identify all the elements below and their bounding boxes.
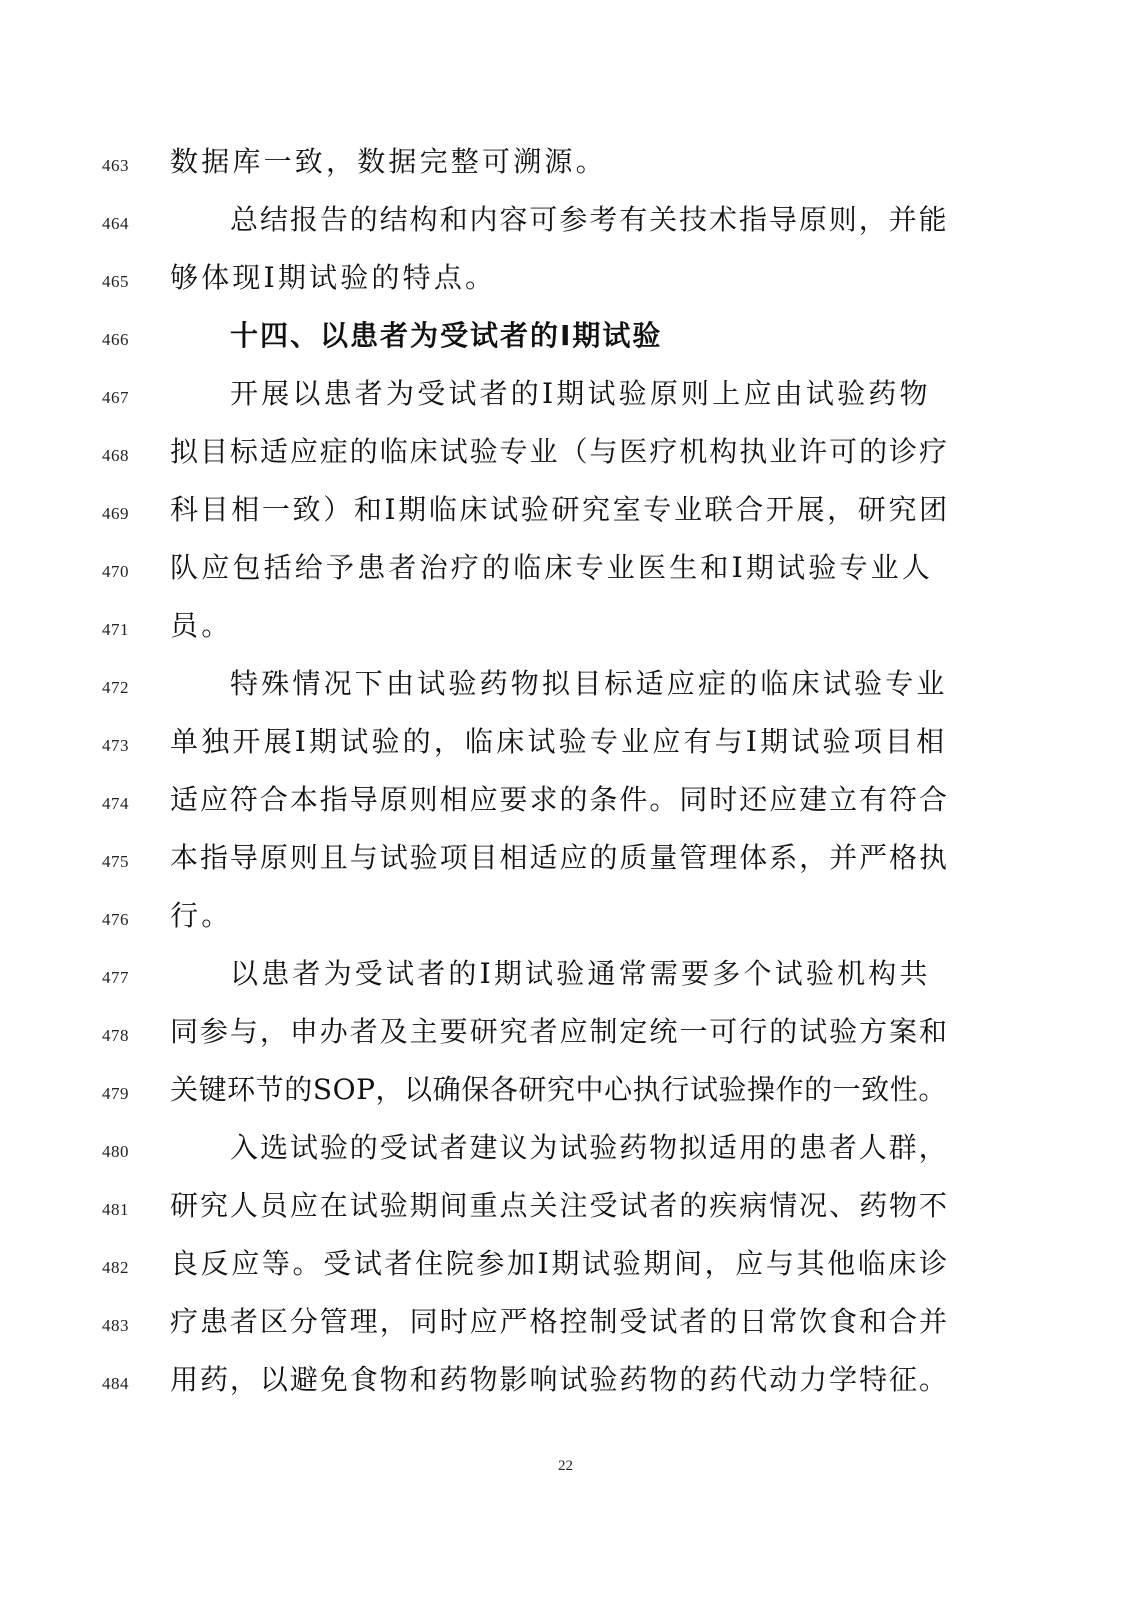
line-text: 够体现Ⅰ期试验的特点。 — [170, 261, 497, 294]
line-text: 总结报告的结构和内容可参考有关技术指导原则，并能 — [230, 203, 949, 236]
line-text: 研究人员应在试验期间重点关注受试者的疾病情况、药物不 — [170, 1189, 949, 1222]
section-heading-line — [0, 312, 1131, 370]
line-text: 本指导原则且与试验项目相适应的质量管理体系，并严格执 — [170, 841, 949, 874]
page-number: 22 — [558, 1458, 573, 1474]
line-number: 471 — [102, 620, 129, 639]
text-line — [0, 660, 1131, 718]
text-line — [0, 1240, 1131, 1298]
line-number: 476 — [102, 910, 129, 929]
line-number: 472 — [102, 678, 129, 697]
line-number: 470 — [102, 562, 129, 581]
line-number: 482 — [102, 1258, 129, 1277]
line-text: 适应符合本指导原则相应要求的条件。同时还应建立有符合 — [170, 783, 949, 816]
line-text: 行。 — [170, 899, 233, 932]
text-line — [0, 1124, 1131, 1182]
line-text: 疗患者区分管理，同时应严格控制受试者的日常饮食和合并 — [170, 1305, 949, 1338]
line-number: 469 — [102, 504, 129, 523]
line-text: 员。 — [170, 609, 233, 642]
text-line — [0, 1298, 1131, 1356]
text-line — [0, 892, 1131, 950]
line-number: 463 — [102, 156, 129, 175]
line-number: 479 — [102, 1084, 129, 1103]
line-text: 单独开展Ⅰ期试验的，临床试验专业应有与Ⅰ期试验项目相 — [170, 725, 948, 758]
line-text: 入选试验的受试者建议为试验药物拟适用的患者人群， — [230, 1131, 949, 1164]
text-line — [0, 1008, 1131, 1066]
text-line — [0, 428, 1131, 486]
line-text: 队应包括给予患者治疗的临床专业医生和Ⅰ期试验专业人 — [170, 551, 934, 584]
text-line — [0, 602, 1131, 660]
line-text: 以患者为受试者的Ⅰ期试验通常需要多个试验机构共 — [230, 957, 931, 990]
text-line — [0, 1356, 1131, 1414]
line-number: 473 — [102, 736, 129, 755]
text-line — [0, 544, 1131, 602]
line-text: 开展以患者为受试者的Ⅰ期试验原则上应由试验药物 — [230, 377, 931, 410]
line-number: 467 — [102, 388, 129, 407]
line-text: 特殊情况下由试验药物拟目标适应症的临床试验专业 — [230, 667, 948, 700]
text-line — [0, 370, 1131, 428]
line-number: 474 — [102, 794, 129, 813]
line-number: 483 — [102, 1316, 129, 1335]
text-line — [0, 1182, 1131, 1240]
text-line — [0, 834, 1131, 892]
text-line — [0, 254, 1131, 312]
line-number: 466 — [102, 330, 129, 349]
line-text: 良反应等。受试者住院参加Ⅰ期试验期间，应与其他临床诊 — [170, 1247, 950, 1280]
line-number: 484 — [102, 1374, 129, 1393]
line-number: 465 — [102, 272, 129, 291]
text-line — [0, 486, 1131, 544]
text-line — [0, 138, 1131, 196]
line-number: 468 — [102, 446, 129, 465]
section-heading: 十四、以患者为受试者的Ⅰ期试验 — [230, 319, 663, 352]
line-number: 480 — [102, 1142, 129, 1161]
line-text: 数据库一致，数据完整可溯源。 — [170, 145, 607, 178]
text-line — [0, 196, 1131, 254]
line-number: 464 — [102, 214, 129, 233]
text-line — [0, 718, 1131, 776]
line-text: 同参与，申办者及主要研究者应制定统一可行的试验方案和 — [170, 1015, 949, 1048]
line-text: 拟目标适应症的临床试验专业（与医疗机构执业许可的诊疗 — [170, 435, 949, 468]
line-text: 科目相一致）和Ⅰ期临床试验研究室专业联合开展，研究团 — [170, 493, 950, 526]
line-text: 用药，以避免食物和药物影响试验药物的药代动力学特征。 — [170, 1363, 949, 1396]
line-number: 481 — [102, 1200, 129, 1219]
text-line — [0, 776, 1131, 834]
line-number: 477 — [102, 968, 129, 987]
text-line — [0, 1066, 1131, 1124]
line-number: 475 — [102, 852, 129, 871]
line-text: 关键环节的SOP，以确保各研究中心执行试验操作的一致性。 — [170, 1073, 947, 1106]
text-line — [0, 950, 1131, 1008]
line-number: 478 — [102, 1026, 129, 1045]
